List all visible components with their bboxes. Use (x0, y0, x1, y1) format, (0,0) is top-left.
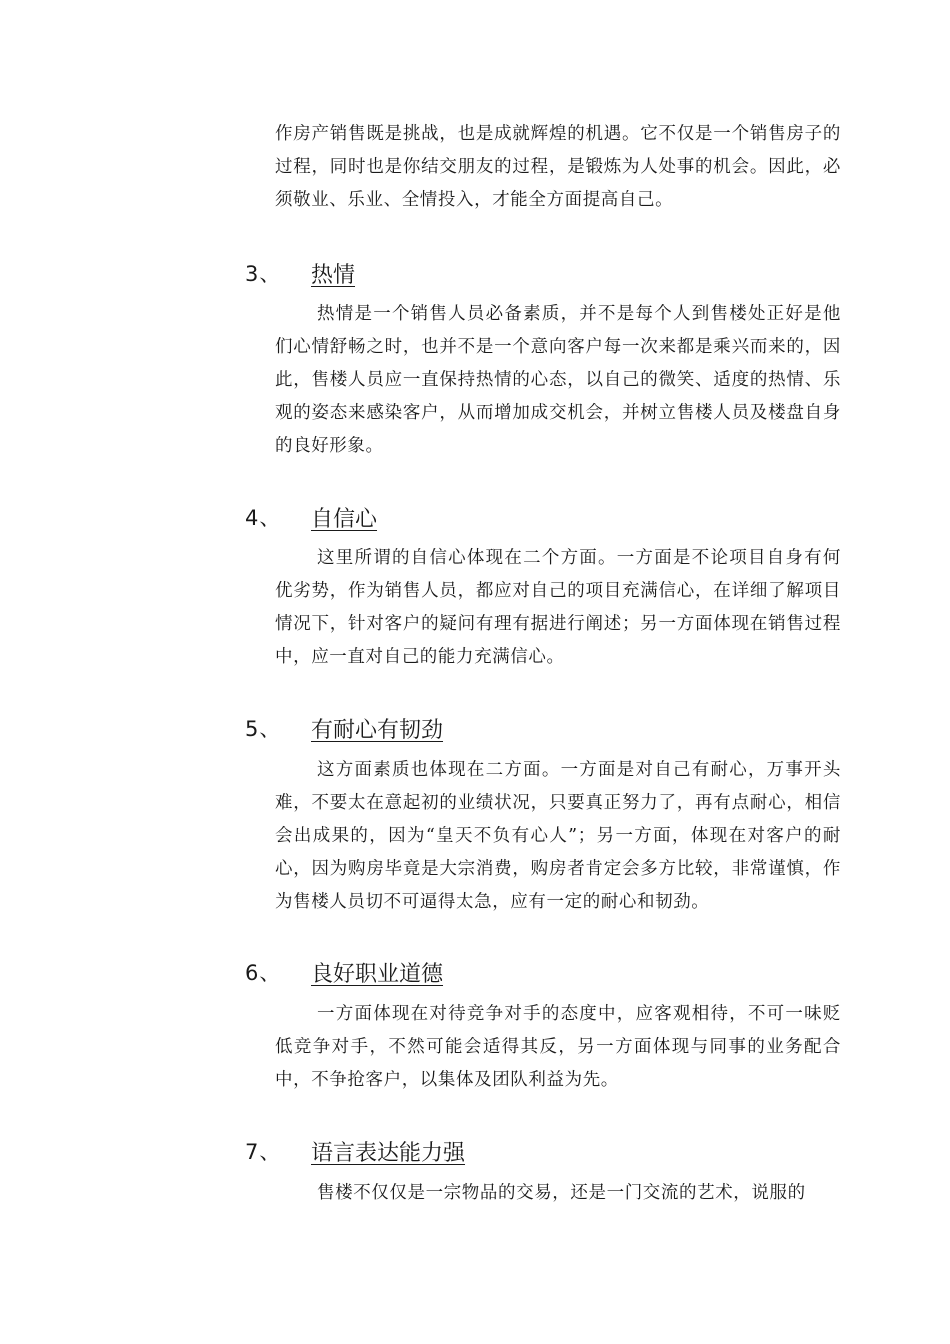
section-title: 有耐心有韧劲 (311, 717, 444, 743)
section-number: 5、 (245, 717, 282, 741)
section-number: 3、 (245, 262, 282, 286)
section-body-7: 售楼不仅仅是一宗物品的交易，还是一门交流的艺术，说服的 (317, 1183, 806, 1203)
section-number: 6、 (245, 961, 282, 985)
section-heading-5 (245, 711, 443, 745)
section-title: 自信心 (311, 506, 378, 532)
section-body-6: 一方面体现在对待竞争对手的态度中，应客观相待，不可一味贬低竞争对手，不然可能会适得其反，另一方面体现与同事的业务配合中，不争抢客户，以集体及团队利益为先。 (275, 1004, 841, 1090)
section-heading-7 (245, 1134, 465, 1168)
section-title: 语言表达能力强 (311, 1140, 466, 1166)
section-heading-4 (245, 500, 377, 534)
section-number: 7、 (245, 1140, 282, 1164)
section-body-3: 热情是一个销售人员必备素质，并不是每个人到售楼处正好是他们心情舒畅之时，也并不是一个意向客户每一次来都是乘兴而来的，因此，售楼人员应一直保持热情的心态，以自己的微笑、适度的热情、乐观的姿态来感染客户，从而增加成交机会，并树立售楼人员及楼盘自身的良好形象。 (275, 304, 841, 456)
intro-paragraph: 作房产销售既是挑战，也是成就辉煌的机遇。它不仅是一个销售房子的过程，同时也是你结交朋友的过程，是锻炼为人处事的机会。因此，必须敬业、乐业、全情投入，才能全方面提高自己。 (275, 124, 841, 210)
section-body-4: 这里所谓的自信心体现在二个方面。一方面是不论项目自身有何优劣势，作为销售人员，都应对自己的项目充满信心，在详细了解项目情况下，针对客户的疑问有理有据进行阐述；另一方面体现在销售过程中，应一直对自己的能力充满信心。 (275, 548, 841, 667)
section-title: 热情 (311, 262, 356, 288)
section-heading-6 (245, 955, 443, 989)
section-title: 良好职业道德 (311, 961, 444, 987)
section-body-5: 这方面素质也体现在二方面。一方面是对自己有耐心，万事开头难，不要太在意起初的业绩状况，只要真正努力了，再有点耐心，相信会出成果的，因为“皇天不负有心人”；另一方面，体现在对客户的耐心，因为购房毕竟是大宗消费，购房者肯定会多方比较，非常谨慎，作为售楼人员切不可逼得太急，应有一定的耐心和韧劲。 (275, 760, 841, 912)
section-heading-3 (245, 256, 355, 290)
section-number: 4、 (245, 506, 282, 530)
